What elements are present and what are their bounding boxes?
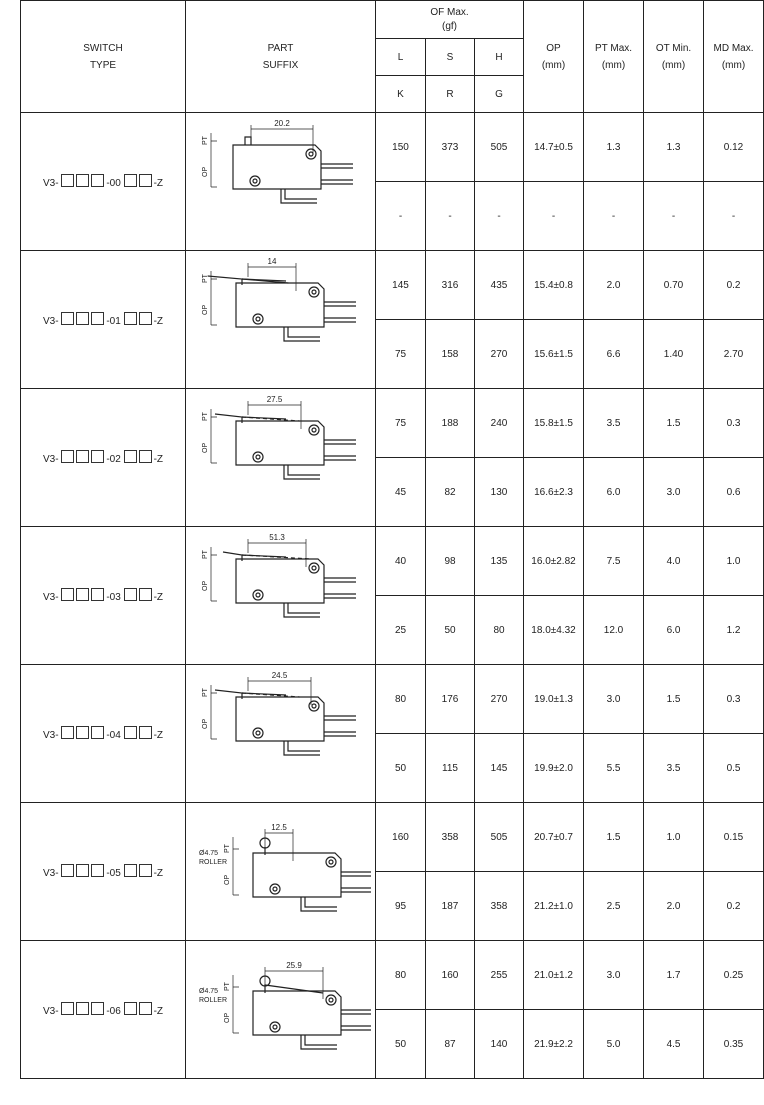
cell-md: 0.6 (704, 458, 764, 527)
type-suffix: -Z (153, 868, 164, 879)
cell-ot: 4.0 (644, 527, 704, 596)
cell-ot: 4.5 (644, 1010, 704, 1079)
terminal-bottom (281, 189, 317, 203)
code-box (124, 726, 137, 739)
cell-op: 21.9±2.2 (524, 1010, 584, 1079)
switch-body (236, 559, 324, 603)
code-box (139, 174, 152, 187)
type-code: -02 (106, 454, 121, 465)
cell-l: 25 (376, 596, 426, 665)
cell-ot: 3.5 (644, 734, 704, 803)
cell-h: 255 (475, 941, 524, 1010)
terminal-mid (341, 1026, 371, 1030)
pt-op-guide (211, 409, 217, 463)
cell-ot: 0.70 (644, 251, 704, 320)
cell-pt: 3.5 (584, 389, 644, 458)
cell-l: 150 (376, 113, 426, 182)
code-box (76, 588, 89, 601)
terminal-top (341, 1010, 371, 1014)
terminal-mid (321, 180, 353, 184)
cell-op: 15.6±1.5 (524, 320, 584, 389)
type-code: -06 (106, 1006, 121, 1017)
code-box (91, 588, 104, 601)
part-drawing-cell (186, 251, 376, 389)
part-drawing-cell (186, 665, 376, 803)
cell-op: 19.9±2.0 (524, 734, 584, 803)
cell-pt: 6.0 (584, 458, 644, 527)
op-label: OP (201, 442, 209, 453)
code-box (76, 1002, 89, 1015)
type-code: -01 (106, 316, 121, 327)
switch-type-cell (21, 527, 186, 665)
code-box (61, 450, 74, 463)
dimension-label: 27.5 (266, 394, 282, 404)
cell-h: 435 (475, 251, 524, 320)
cell-ot: 1.0 (644, 803, 704, 872)
table-row (21, 113, 764, 182)
header-op-line1: OP (546, 42, 561, 54)
header-pt-max-line1: PT Max. (594, 42, 633, 54)
switch-drawing (211, 125, 353, 203)
cell-l: 80 (376, 665, 426, 734)
cell-op: 20.7±0.7 (524, 803, 584, 872)
cell-l: 45 (376, 458, 426, 527)
type-suffix: -Z (153, 316, 164, 327)
switch-type-cell (21, 113, 186, 251)
cell-op: 16.0±2.82 (524, 527, 584, 596)
type-prefix: V3- (42, 1006, 59, 1017)
cell-l: 50 (376, 1010, 426, 1079)
type-code: -04 (106, 730, 121, 741)
code-box (76, 726, 89, 739)
cell-ot: - (644, 182, 704, 251)
dimension-label: 20.2 (273, 118, 290, 128)
cell-s: 358 (426, 803, 475, 872)
type-code: -05 (106, 868, 121, 879)
code-box (91, 726, 104, 739)
switch-drawing-svg (191, 117, 371, 247)
cell-s: 316 (426, 251, 475, 320)
pt-op-guide (211, 271, 217, 325)
cell-s: - (426, 182, 475, 251)
cell-pt: 2.0 (584, 251, 644, 320)
switch-drawing-svg (191, 393, 371, 523)
cell-s: 160 (426, 941, 475, 1010)
dimension-label: 51.3 (268, 532, 285, 542)
type-prefix: V3- (42, 454, 59, 465)
cell-md: 0.5 (704, 734, 764, 803)
cell-h: 505 (475, 113, 524, 182)
switch-drawing-svg (191, 531, 371, 661)
table-row (21, 389, 764, 458)
cell-s: 176 (426, 665, 475, 734)
terminal-top (321, 164, 353, 168)
cell-h: 270 (475, 320, 524, 389)
switch-drawing (233, 967, 371, 1049)
table-row (21, 527, 764, 596)
cell-pt: 5.5 (584, 734, 644, 803)
dimension-label: 14 (267, 256, 276, 266)
cell-s: 373 (426, 113, 475, 182)
roller-label: Ø4.75 (198, 987, 218, 995)
pt-op-guide (211, 685, 217, 739)
op-label: OP (201, 304, 209, 315)
cell-pt: 3.0 (584, 941, 644, 1010)
pt-op-guide (211, 133, 217, 187)
cell-ot: 1.5 (644, 665, 704, 734)
cell-h: 80 (475, 596, 524, 665)
cell-ot: 2.0 (644, 872, 704, 941)
cell-h: 135 (475, 527, 524, 596)
cell-s: 188 (426, 389, 475, 458)
terminal-bottom (284, 603, 320, 617)
header-ot-min (644, 1, 704, 113)
header-pt-max-line2: (mm) (601, 59, 626, 71)
op-label: OP (201, 580, 209, 591)
cell-pt: 12.0 (584, 596, 644, 665)
header-md-max-line2: (mm) (721, 59, 746, 71)
terminal-bottom (284, 741, 320, 755)
code-box (61, 864, 74, 877)
header-ot-min-line2: (mm) (661, 59, 686, 71)
cell-md: 0.2 (704, 251, 764, 320)
header-col-k: K (376, 76, 426, 113)
terminal-bottom (284, 465, 320, 479)
table-row (21, 941, 764, 1010)
dimension-label: 25.9 (285, 960, 302, 970)
cell-l: - (376, 182, 426, 251)
header-part-suffix (186, 1, 376, 113)
pt-op-guide (233, 837, 239, 895)
cell-l: 95 (376, 872, 426, 941)
cell-h: 358 (475, 872, 524, 941)
terminal-bottom (284, 327, 320, 341)
switch-drawing-svg (191, 807, 371, 937)
part-drawing-cell (186, 803, 376, 941)
cell-md: 0.35 (704, 1010, 764, 1079)
code-box (139, 588, 152, 601)
pt-label: PT (201, 411, 209, 421)
cell-pt: 5.0 (584, 1010, 644, 1079)
cell-l: 40 (376, 527, 426, 596)
cell-md: 1.0 (704, 527, 764, 596)
switch-body (233, 145, 321, 189)
cell-md: 1.2 (704, 596, 764, 665)
cell-pt: - (584, 182, 644, 251)
cell-ot: 1.7 (644, 941, 704, 1010)
cell-s: 82 (426, 458, 475, 527)
pt-label: PT (201, 549, 209, 559)
cell-s: 115 (426, 734, 475, 803)
cell-op: 15.4±0.8 (524, 251, 584, 320)
header-of-max-line2: (gf) (442, 20, 457, 32)
terminal-mid (324, 732, 356, 736)
pt-label: PT (223, 843, 231, 853)
cell-md: 0.3 (704, 389, 764, 458)
code-box (91, 1002, 104, 1015)
switch-drawing (211, 677, 356, 755)
switch-type-cell (21, 941, 186, 1079)
cell-ot: 3.0 (644, 458, 704, 527)
code-box (139, 450, 152, 463)
type-suffix: -Z (153, 178, 164, 189)
op-label: OP (201, 166, 209, 177)
header-of-max-line1: OF Max. (430, 6, 469, 18)
cell-op: 19.0±1.3 (524, 665, 584, 734)
code-box (76, 450, 89, 463)
cell-l: 80 (376, 941, 426, 1010)
pt-op-guide (211, 547, 217, 601)
cell-op: - (524, 182, 584, 251)
code-box (124, 1002, 137, 1015)
terminal-bottom (301, 897, 337, 911)
switch-type-cell (21, 389, 186, 527)
part-drawing-cell (186, 113, 376, 251)
terminal-mid (341, 888, 371, 892)
header-switch-type-line1: SWITCH (83, 42, 123, 54)
cell-l: 145 (376, 251, 426, 320)
cell-h: 505 (475, 803, 524, 872)
terminal-top (341, 872, 371, 876)
switch-body (236, 283, 324, 327)
dimension-label: 24.5 (271, 670, 287, 680)
pt-label: PT (223, 981, 231, 991)
code-box (76, 312, 89, 325)
op-label: OP (201, 718, 209, 729)
header-md-max (704, 1, 764, 113)
roller-label: ROLLER (198, 996, 227, 1004)
cell-pt: 1.5 (584, 803, 644, 872)
table-row (21, 251, 764, 320)
code-box (124, 312, 137, 325)
type-suffix: -Z (153, 592, 164, 603)
terminal-top (324, 578, 356, 582)
header-switch-type (21, 1, 186, 113)
terminal-bottom (301, 1035, 337, 1049)
header-col-l: L (376, 39, 426, 76)
code-box (61, 588, 74, 601)
cell-ot: 1.3 (644, 113, 704, 182)
type-suffix: -Z (153, 1006, 164, 1017)
cell-md: 0.25 (704, 941, 764, 1010)
pt-label: PT (201, 135, 209, 145)
dimension-label: 12.5 (270, 822, 287, 832)
part-drawing-cell (186, 389, 376, 527)
cell-h: 130 (475, 458, 524, 527)
cell-op: 15.8±1.5 (524, 389, 584, 458)
cell-op: 21.2±1.0 (524, 872, 584, 941)
terminal-mid (324, 318, 356, 322)
cell-pt: 1.3 (584, 113, 644, 182)
table-row (21, 803, 764, 872)
switch-body (236, 421, 324, 465)
switch-drawing-svg (191, 255, 371, 385)
code-box (61, 174, 74, 187)
terminal-top (324, 716, 356, 720)
cell-h: - (475, 182, 524, 251)
switch-drawing (211, 401, 356, 479)
cell-ot: 6.0 (644, 596, 704, 665)
code-box (139, 864, 152, 877)
switch-drawing (233, 829, 371, 911)
cell-md: 0.12 (704, 113, 764, 182)
cell-h: 140 (475, 1010, 524, 1079)
switch-drawing-svg (191, 669, 371, 799)
switch-type-cell (21, 665, 186, 803)
pt-op-guide (233, 975, 239, 1033)
cell-s: 187 (426, 872, 475, 941)
code-box (76, 174, 89, 187)
cell-h: 145 (475, 734, 524, 803)
type-prefix: V3- (42, 730, 59, 741)
cell-op: 21.0±1.2 (524, 941, 584, 1010)
switch-drawing (211, 539, 356, 617)
cell-op: 16.6±2.3 (524, 458, 584, 527)
code-box (124, 864, 137, 877)
cell-op: 14.7±0.5 (524, 113, 584, 182)
type-code: -00 (106, 178, 121, 189)
cell-md: - (704, 182, 764, 251)
terminal-mid (324, 456, 356, 460)
header-op (524, 1, 584, 113)
cell-h: 270 (475, 665, 524, 734)
plunger (245, 137, 251, 145)
type-prefix: V3- (42, 178, 59, 189)
header-col-h: H (475, 39, 524, 76)
spec-table (20, 0, 764, 1079)
code-box (124, 174, 137, 187)
cell-ot: 1.40 (644, 320, 704, 389)
type-prefix: V3- (42, 592, 59, 603)
cell-pt: 3.0 (584, 665, 644, 734)
cell-l: 50 (376, 734, 426, 803)
op-label: OP (223, 1012, 231, 1023)
type-prefix: V3- (42, 316, 59, 327)
code-box (61, 312, 74, 325)
code-box (139, 1002, 152, 1015)
switch-drawing (207, 263, 355, 341)
code-box (91, 864, 104, 877)
type-suffix: -Z (153, 454, 164, 465)
code-box (61, 1002, 74, 1015)
header-switch-type-line2: TYPE (89, 59, 117, 71)
header-col-g: G (475, 76, 524, 113)
header-col-r: R (426, 76, 475, 113)
terminal-mid (324, 594, 356, 598)
header-part-suffix-line1: PART (267, 42, 294, 54)
header-pt-max (584, 1, 644, 113)
pt-label: PT (201, 687, 209, 697)
header-col-s: S (426, 39, 475, 76)
pt-label: PT (201, 273, 209, 283)
cell-pt: 6.6 (584, 320, 644, 389)
op-label: OP (223, 874, 231, 885)
code-box (91, 312, 104, 325)
type-suffix: -Z (153, 730, 164, 741)
cell-l: 75 (376, 320, 426, 389)
header-md-max-line1: MD Max. (713, 42, 754, 54)
cell-l: 75 (376, 389, 426, 458)
cell-h: 240 (475, 389, 524, 458)
cell-md: 0.15 (704, 803, 764, 872)
code-box (61, 726, 74, 739)
cell-ot: 1.5 (644, 389, 704, 458)
cell-l: 160 (376, 803, 426, 872)
header-part-suffix-line2: SUFFIX (262, 59, 299, 71)
switch-body (253, 991, 341, 1035)
code-box (124, 588, 137, 601)
code-box (139, 726, 152, 739)
roller-label: ROLLER (198, 858, 227, 866)
cell-s: 87 (426, 1010, 475, 1079)
code-box (124, 450, 137, 463)
part-drawing-cell (186, 941, 376, 1079)
code-box (91, 450, 104, 463)
type-code: -03 (106, 592, 121, 603)
cell-op: 18.0±4.32 (524, 596, 584, 665)
part-drawing-cell (186, 527, 376, 665)
cell-s: 158 (426, 320, 475, 389)
cell-md: 0.3 (704, 665, 764, 734)
header-op-line2: (mm) (541, 59, 566, 71)
header-of-max (376, 1, 524, 39)
cell-pt: 2.5 (584, 872, 644, 941)
table-row (21, 665, 764, 734)
terminal-top (324, 302, 356, 306)
cell-md: 2.70 (704, 320, 764, 389)
cell-md: 0.2 (704, 872, 764, 941)
code-box (76, 864, 89, 877)
code-box (91, 174, 104, 187)
cell-s: 98 (426, 527, 475, 596)
switch-type-cell (21, 251, 186, 389)
switch-type-cell (21, 803, 186, 941)
cell-pt: 7.5 (584, 527, 644, 596)
code-box (139, 312, 152, 325)
lever-line (242, 417, 300, 421)
roller-label: Ø4.75 (198, 849, 218, 857)
terminal-top (324, 440, 356, 444)
cell-s: 50 (426, 596, 475, 665)
switch-body (253, 853, 341, 897)
header-ot-min-line1: OT Min. (655, 42, 692, 54)
type-prefix: V3- (42, 868, 59, 879)
switch-drawing-svg (191, 945, 371, 1075)
